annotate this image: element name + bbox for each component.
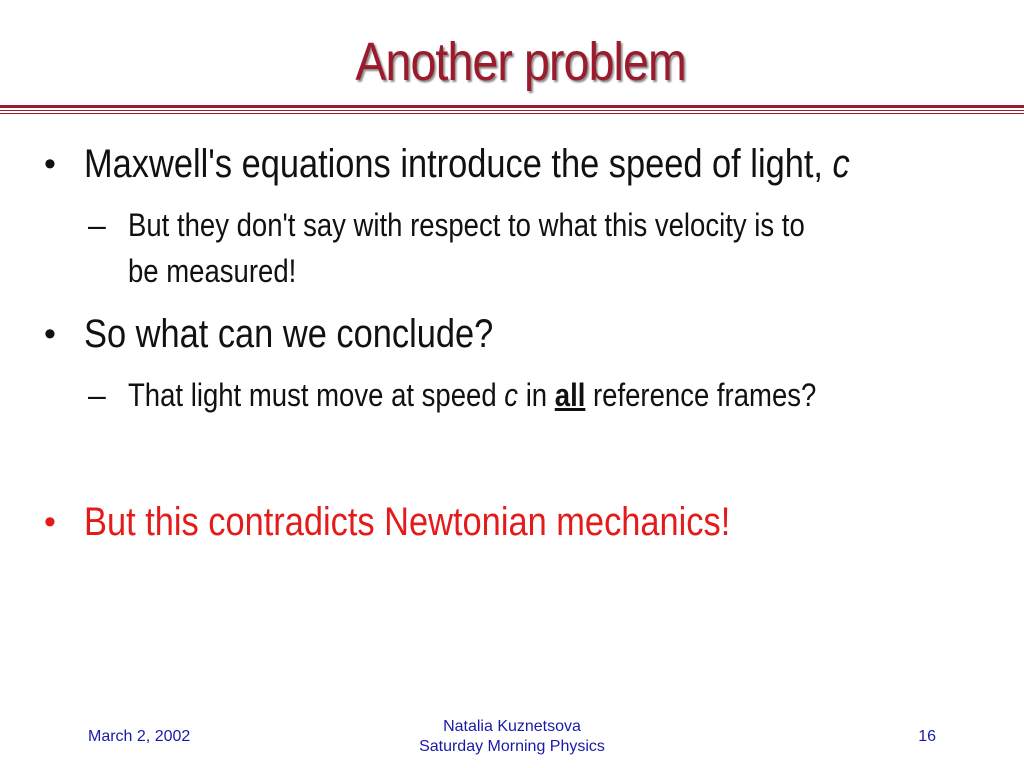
sub-bullet-1-line1: But they don't say with respect to what this velocity is to xyxy=(128,207,805,243)
sub-bullet-2-part3: in xyxy=(518,377,555,413)
footer-date: March 2, 2002 xyxy=(88,728,191,745)
sub-bullet-2-symbol: c xyxy=(504,377,519,413)
bullet-1-main: Maxwell's equations introduce the speed of light, xyxy=(84,142,833,186)
bullet-marker: • xyxy=(44,315,56,353)
bullet-2-text: So what can we conclude? xyxy=(84,312,494,356)
bullet-marker: • xyxy=(44,145,56,183)
footer-course: Saturday Morning Physics xyxy=(419,738,605,755)
sub-bullet-2-emphasis: all xyxy=(554,377,586,413)
sub-bullet-marker: – xyxy=(88,207,106,243)
bullet-marker: • xyxy=(44,503,56,541)
footer-page-number: 16 xyxy=(918,728,936,745)
slide-title: Another problem xyxy=(355,32,686,92)
sub-bullet-2-part1: That light must move at speed xyxy=(128,377,505,413)
bullet-1-text xyxy=(84,141,850,187)
sub-bullet-marker: – xyxy=(88,377,106,413)
footer-center xyxy=(312,717,712,757)
bullet-1-symbol: c xyxy=(832,142,850,186)
sub-bullet-2-text xyxy=(128,375,816,415)
sub-bullet-2-part5: reference frames? xyxy=(585,377,817,413)
bullet-3-text: But this contradicts Newtonian mechanics! xyxy=(84,500,731,544)
footer-author: Natalia Kuznetsova xyxy=(443,718,581,735)
sub-bullet-1-line2: be measured! xyxy=(128,253,297,289)
